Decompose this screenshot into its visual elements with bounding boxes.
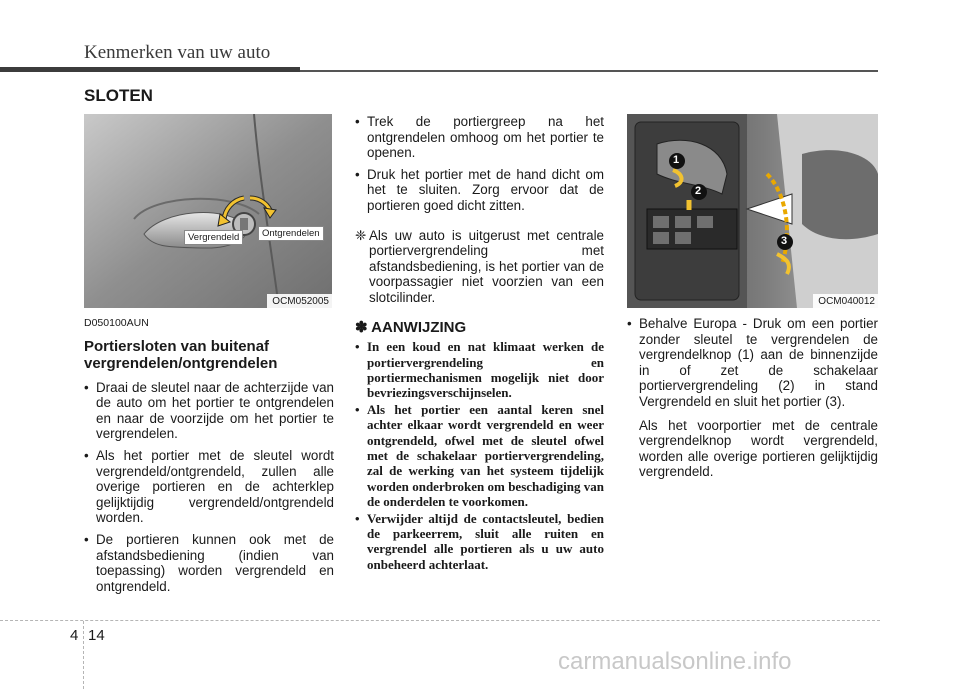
- label-locked: Vergrendeld: [184, 230, 243, 245]
- warning-title: ✽ AANWIJZING: [355, 318, 467, 336]
- watermark: carmanualsonline.info: [558, 648, 792, 675]
- chapter-number: 4: [70, 627, 79, 644]
- marker-3: 3: [781, 235, 788, 247]
- header-rule: [300, 70, 878, 72]
- marker-1: 1: [673, 154, 680, 166]
- section-code: D050100AUN: [84, 317, 149, 329]
- footer-rule: [0, 620, 880, 621]
- note-symbol: ❈: [355, 227, 367, 243]
- warning-item: • Als het portier een aantal keren snel achter elkaar wordt vergrendeld en weer ontgrendeld, ofwel met de sleutel ofwel met de schakelaar portiervergrendeling, zal de werking van het systeem tijdelijk worden onderbroken om beschadiging van de onderdelen te voorkomen.: [355, 401, 604, 510]
- list-item: • Als het portier met de sleutel wordt vergrendeld/ontgrendeld, zullen alle overige portieren en de achterklep gelijktijdig vergrendeld/ontgrendeld worden.: [84, 447, 334, 526]
- door-handle-illustration: [84, 114, 332, 308]
- header-bar: [0, 67, 300, 72]
- footer-divider: [83, 621, 84, 689]
- column-left: [84, 316, 334, 600]
- column-middle: [355, 114, 604, 578]
- list-item: • Trek de portiergreep na het ontgrendelen omhoog om het portier te openen.: [355, 114, 604, 161]
- door-interior-figure: [627, 114, 878, 308]
- door-handle-figure: [84, 114, 332, 308]
- column-right: [627, 316, 878, 480]
- note: ❈ Als uw auto is uitgerust met centrale portiervergrendeling met afstandsbediening, is het portier van de voorpassagier niet voorzien van een slotcilinder.: [355, 227, 604, 305]
- list-item: • Behalve Europa - Druk om een portier zonder sleutel te vergrendelen de vergrendelknop (1) aan de binnenzijde in of zet de schakelaar portiervergrendeling (2) in stand Vergrendeld en sluit het portier (3).: [627, 316, 878, 409]
- list-item: • Draai de sleutel naar de achterzijde van de auto om het portier te ontgrendelen en naar de voorzijde om het portier te vergrendelen.: [84, 379, 334, 442]
- figure-caption: OCM052005: [267, 294, 332, 308]
- page-number: 14: [88, 627, 105, 644]
- list-item: • De portieren kunnen ook met de afstandsbediening (indien van toepassing) worden vergrendeld en ontgrendeld.: [84, 531, 334, 594]
- list-item: • Druk het portier met de hand dicht om het te sluiten. Zorg ervoor dat de portieren goed dicht zitten.: [355, 166, 604, 213]
- running-header: Kenmerken van uw auto: [84, 42, 271, 63]
- paragraph: Als het voorportier met de centrale vergrendelknop wordt vergrendeld, worden alle overige portieren gelijktijdig vergrendeld.: [639, 417, 878, 480]
- label-unlocked: Ontgrendelen: [258, 226, 324, 241]
- figure-caption: OCM040012: [813, 294, 878, 308]
- warning-item: • In een koud en nat klimaat werken de portiervergrendeling en portiermechanismen mogelijk niet door bevriezingsverschijnselen.: [355, 339, 604, 401]
- section-title: SLOTEN: [84, 86, 153, 105]
- door-interior-illustration: [627, 114, 878, 308]
- subsection-heading: Portiersloten van buitenaf vergrendelen/ontgrendelen: [84, 337, 278, 372]
- marker-2: 2: [695, 185, 702, 197]
- warning-item: • Verwijder altijd de contactsleutel, bedien de parkeerrem, sluit alle ruiten en vergrendel alle portieren als u uw auto onbeheerd achterlaat.: [355, 510, 604, 572]
